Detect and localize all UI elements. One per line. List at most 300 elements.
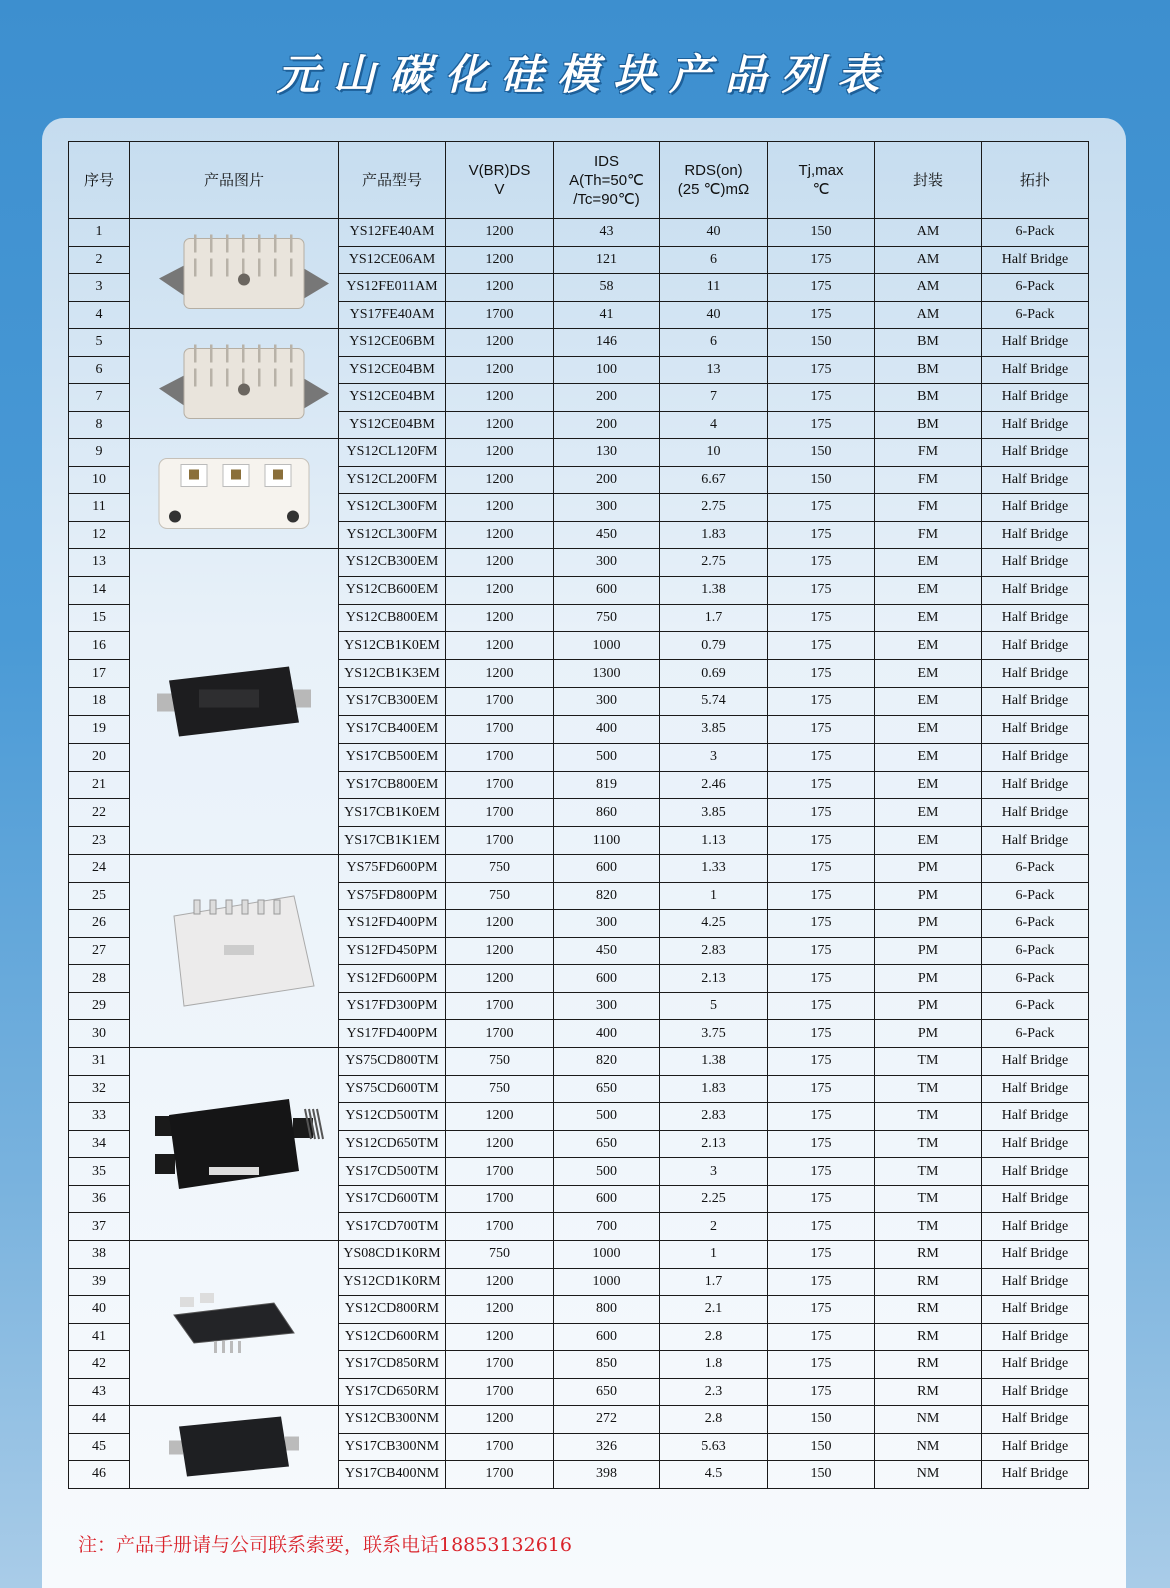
cell-vbrds: 1200 — [446, 965, 554, 993]
cell-ids: 800 — [554, 1296, 660, 1324]
cell-ids: 300 — [554, 549, 660, 577]
header-topology: 拓扑 — [982, 142, 1089, 219]
cell-topology: Half Bridge — [982, 688, 1089, 716]
cell-topology: Half Bridge — [982, 743, 1089, 771]
cell-ids: 300 — [554, 494, 660, 522]
cell-topology: Half Bridge — [982, 439, 1089, 467]
cell-package: NM — [875, 1461, 982, 1489]
cell-tjmax: 150 — [768, 1433, 875, 1461]
cell-vbrds: 1200 — [446, 576, 554, 604]
cell-rdson: 1.33 — [660, 855, 768, 883]
cell-rdson: 2.8 — [660, 1406, 768, 1434]
cell-rdson: 6 — [660, 246, 768, 274]
cell-topology: Half Bridge — [982, 771, 1089, 799]
cell-no: 18 — [69, 688, 130, 716]
cell-no: 33 — [69, 1103, 130, 1131]
cell-topology: Half Bridge — [982, 1075, 1089, 1103]
cell-vbrds: 1200 — [446, 937, 554, 965]
cell-tjmax: 150 — [768, 439, 875, 467]
cell-ids: 400 — [554, 1020, 660, 1048]
cell-no: 34 — [69, 1130, 130, 1158]
cell-ids: 850 — [554, 1351, 660, 1379]
cell-no: 8 — [69, 411, 130, 439]
cell-model: YS12CB800EM — [339, 604, 446, 632]
cell-model: YS17CD700TM — [339, 1213, 446, 1241]
cell-topology: Half Bridge — [982, 715, 1089, 743]
cell-rdson: 2.25 — [660, 1185, 768, 1213]
cell-vbrds: 750 — [446, 855, 554, 883]
table-row — [69, 855, 1089, 883]
table-row — [69, 1241, 1089, 1269]
cell-tjmax: 175 — [768, 1048, 875, 1076]
cell-model: YS75CD600TM — [339, 1075, 446, 1103]
cell-vbrds: 1200 — [446, 329, 554, 357]
am-module-image — [130, 219, 339, 329]
cell-model: YS17CD850RM — [339, 1351, 446, 1379]
cell-package: EM — [875, 660, 982, 688]
cell-vbrds: 1200 — [446, 384, 554, 412]
cell-topology: Half Bridge — [982, 1213, 1089, 1241]
cell-topology: Half Bridge — [982, 799, 1089, 827]
cell-ids: 650 — [554, 1378, 660, 1406]
cell-vbrds: 1200 — [446, 356, 554, 384]
cell-no: 14 — [69, 576, 130, 604]
cell-rdson: 40 — [660, 219, 768, 247]
cell-no: 41 — [69, 1323, 130, 1351]
cell-vbrds: 1200 — [446, 274, 554, 302]
cell-topology: Half Bridge — [982, 1268, 1089, 1296]
cell-rdson: 3.75 — [660, 1020, 768, 1048]
cell-model: YS12CL200FM — [339, 466, 446, 494]
cell-package: AM — [875, 301, 982, 329]
cell-no: 26 — [69, 910, 130, 938]
cell-topology: 6-Pack — [982, 992, 1089, 1020]
cell-tjmax: 175 — [768, 301, 875, 329]
cell-rdson: 5.63 — [660, 1433, 768, 1461]
cell-model: YS12CE04BM — [339, 384, 446, 412]
cell-tjmax: 175 — [768, 882, 875, 910]
cell-model: YS12CL300FM — [339, 521, 446, 549]
cell-model: YS08CD1K0RM — [339, 1241, 446, 1269]
cell-rdson: 6 — [660, 329, 768, 357]
cell-model: YS12CD1K0RM — [339, 1268, 446, 1296]
cell-package: PM — [875, 910, 982, 938]
cell-topology: Half Bridge — [982, 632, 1089, 660]
cell-package: TM — [875, 1103, 982, 1131]
bm-module-image — [130, 329, 339, 439]
cell-no: 20 — [69, 743, 130, 771]
cell-topology: Half Bridge — [982, 1241, 1089, 1269]
cell-model: YS17FD400PM — [339, 1020, 446, 1048]
cell-package: FM — [875, 521, 982, 549]
cell-topology: 6-Pack — [982, 219, 1089, 247]
cell-vbrds: 1700 — [446, 1158, 554, 1186]
cell-model: YS12FD600PM — [339, 965, 446, 993]
cell-topology: Half Bridge — [982, 246, 1089, 274]
cell-rdson: 1.8 — [660, 1351, 768, 1379]
cell-tjmax: 175 — [768, 521, 875, 549]
cell-package: PM — [875, 1020, 982, 1048]
cell-model: YS17CB1K0EM — [339, 799, 446, 827]
cell-model: YS12FE40AM — [339, 219, 446, 247]
cell-topology: Half Bridge — [982, 1048, 1089, 1076]
cell-rdson: 2.3 — [660, 1378, 768, 1406]
cell-tjmax: 150 — [768, 219, 875, 247]
cell-topology: 6-Pack — [982, 855, 1089, 883]
cell-no: 40 — [69, 1296, 130, 1324]
cell-tjmax: 150 — [768, 1461, 875, 1489]
cell-no: 32 — [69, 1075, 130, 1103]
cell-topology: Half Bridge — [982, 549, 1089, 577]
cell-tjmax: 175 — [768, 1351, 875, 1379]
cell-topology: Half Bridge — [982, 1158, 1089, 1186]
cell-model: YS17CB1K1EM — [339, 827, 446, 855]
cell-rdson: 3 — [660, 1158, 768, 1186]
cell-vbrds: 1200 — [446, 1130, 554, 1158]
cell-no: 21 — [69, 771, 130, 799]
rm-module-image — [130, 1241, 339, 1406]
cell-rdson: 1.7 — [660, 1268, 768, 1296]
cell-topology: 6-Pack — [982, 910, 1089, 938]
cell-ids: 450 — [554, 521, 660, 549]
cell-no: 19 — [69, 715, 130, 743]
cell-no: 24 — [69, 855, 130, 883]
cell-no: 16 — [69, 632, 130, 660]
cell-package: PM — [875, 965, 982, 993]
cell-rdson: 2.13 — [660, 1130, 768, 1158]
cell-package: AM — [875, 274, 982, 302]
cell-package: BM — [875, 356, 982, 384]
cell-model: YS17CB400EM — [339, 715, 446, 743]
cell-package: EM — [875, 688, 982, 716]
cell-vbrds: 750 — [446, 882, 554, 910]
header-rdson: RDS(on) (25 ℃)mΩ — [660, 142, 768, 219]
cell-topology: 6-Pack — [982, 937, 1089, 965]
cell-tjmax: 175 — [768, 549, 875, 577]
cell-package: EM — [875, 771, 982, 799]
cell-package: PM — [875, 855, 982, 883]
cell-no: 13 — [69, 549, 130, 577]
cell-ids: 200 — [554, 411, 660, 439]
cell-ids: 1000 — [554, 1268, 660, 1296]
cell-rdson: 2.75 — [660, 549, 768, 577]
cell-no: 37 — [69, 1213, 130, 1241]
header-image: 产品图片 — [130, 142, 339, 219]
cell-model: YS12FE011AM — [339, 274, 446, 302]
cell-package: FM — [875, 439, 982, 467]
cell-no: 45 — [69, 1433, 130, 1461]
cell-topology: Half Bridge — [982, 576, 1089, 604]
cell-no: 44 — [69, 1406, 130, 1434]
cell-package: NM — [875, 1406, 982, 1434]
cell-ids: 600 — [554, 855, 660, 883]
tm-module-image — [130, 1048, 339, 1241]
cell-model: YS75FD800PM — [339, 882, 446, 910]
cell-rdson: 2.83 — [660, 937, 768, 965]
cell-vbrds: 1700 — [446, 1213, 554, 1241]
cell-package: RM — [875, 1268, 982, 1296]
cell-tjmax: 175 — [768, 384, 875, 412]
cell-package: EM — [875, 715, 982, 743]
cell-model: YS17CD500TM — [339, 1158, 446, 1186]
cell-package: RM — [875, 1351, 982, 1379]
cell-package: PM — [875, 937, 982, 965]
cell-package: PM — [875, 992, 982, 1020]
cell-package: EM — [875, 799, 982, 827]
cell-package: TM — [875, 1130, 982, 1158]
cell-no: 42 — [69, 1351, 130, 1379]
cell-vbrds: 1700 — [446, 771, 554, 799]
cell-vbrds: 1200 — [446, 1103, 554, 1131]
cell-package: FM — [875, 494, 982, 522]
cell-vbrds: 1700 — [446, 1433, 554, 1461]
cell-model: YS17CB300EM — [339, 688, 446, 716]
cell-tjmax: 175 — [768, 1103, 875, 1131]
cell-topology: 6-Pack — [982, 274, 1089, 302]
cell-ids: 1000 — [554, 1241, 660, 1269]
header-vbrds: V(BR)DS V — [446, 142, 554, 219]
cell-model: YS75CD800TM — [339, 1048, 446, 1076]
cell-ids: 272 — [554, 1406, 660, 1434]
cell-vbrds: 1200 — [446, 439, 554, 467]
cell-ids: 300 — [554, 992, 660, 1020]
cell-no: 6 — [69, 356, 130, 384]
cell-model: YS12CD500TM — [339, 1103, 446, 1131]
cell-package: TM — [875, 1213, 982, 1241]
cell-tjmax: 175 — [768, 1268, 875, 1296]
cell-tjmax: 175 — [768, 576, 875, 604]
cell-vbrds: 1200 — [446, 632, 554, 660]
cell-vbrds: 1700 — [446, 743, 554, 771]
cell-no: 22 — [69, 799, 130, 827]
nm-module-image — [130, 1406, 339, 1489]
cell-rdson: 0.79 — [660, 632, 768, 660]
cell-ids: 600 — [554, 1323, 660, 1351]
cell-vbrds: 750 — [446, 1241, 554, 1269]
cell-model: YS12FD450PM — [339, 937, 446, 965]
cell-vbrds: 1700 — [446, 1378, 554, 1406]
cell-model: YS17CD650RM — [339, 1378, 446, 1406]
header-no: 序号 — [69, 142, 130, 219]
cell-no: 12 — [69, 521, 130, 549]
cell-rdson: 11 — [660, 274, 768, 302]
cell-tjmax: 175 — [768, 965, 875, 993]
cell-vbrds: 1200 — [446, 246, 554, 274]
cell-tjmax: 175 — [768, 494, 875, 522]
cell-vbrds: 1700 — [446, 301, 554, 329]
cell-no: 28 — [69, 965, 130, 993]
cell-rdson: 1.83 — [660, 521, 768, 549]
cell-ids: 1300 — [554, 660, 660, 688]
cell-tjmax: 150 — [768, 329, 875, 357]
cell-package: TM — [875, 1048, 982, 1076]
cell-no: 4 — [69, 301, 130, 329]
cell-tjmax: 175 — [768, 411, 875, 439]
cell-ids: 121 — [554, 246, 660, 274]
cell-tjmax: 175 — [768, 1213, 875, 1241]
cell-no: 3 — [69, 274, 130, 302]
cell-no: 43 — [69, 1378, 130, 1406]
cell-package: BM — [875, 329, 982, 357]
cell-package: EM — [875, 827, 982, 855]
cell-package: RM — [875, 1241, 982, 1269]
cell-tjmax: 175 — [768, 1020, 875, 1048]
header-tjmax: Tj,max ℃ — [768, 142, 875, 219]
cell-rdson: 2.13 — [660, 965, 768, 993]
cell-ids: 500 — [554, 743, 660, 771]
cell-package: TM — [875, 1075, 982, 1103]
cell-ids: 326 — [554, 1433, 660, 1461]
cell-vbrds: 1200 — [446, 910, 554, 938]
cell-model: YS12CD800RM — [339, 1296, 446, 1324]
cell-no: 25 — [69, 882, 130, 910]
cell-ids: 450 — [554, 937, 660, 965]
cell-model: YS12CL300FM — [339, 494, 446, 522]
cell-vbrds: 1700 — [446, 715, 554, 743]
cell-rdson: 2.75 — [660, 494, 768, 522]
cell-package: BM — [875, 384, 982, 412]
cell-vbrds: 1700 — [446, 1351, 554, 1379]
cell-ids: 700 — [554, 1213, 660, 1241]
cell-vbrds: 1700 — [446, 1020, 554, 1048]
cell-tjmax: 175 — [768, 827, 875, 855]
cell-vbrds: 1200 — [446, 604, 554, 632]
cell-ids: 600 — [554, 1185, 660, 1213]
cell-no: 17 — [69, 660, 130, 688]
cell-model: YS17CB300NM — [339, 1433, 446, 1461]
cell-tjmax: 175 — [768, 715, 875, 743]
cell-ids: 400 — [554, 715, 660, 743]
cell-model: YS12CD650TM — [339, 1130, 446, 1158]
cell-topology: 6-Pack — [982, 882, 1089, 910]
cell-model: YS17CD600TM — [339, 1185, 446, 1213]
cell-tjmax: 150 — [768, 1406, 875, 1434]
cell-ids: 146 — [554, 329, 660, 357]
cell-package: TM — [875, 1158, 982, 1186]
cell-rdson: 1 — [660, 882, 768, 910]
table-body — [69, 219, 1089, 1489]
cell-vbrds: 1200 — [446, 1268, 554, 1296]
cell-package: RM — [875, 1323, 982, 1351]
cell-package: AM — [875, 246, 982, 274]
cell-topology: Half Bridge — [982, 466, 1089, 494]
cell-rdson: 13 — [660, 356, 768, 384]
cell-ids: 100 — [554, 356, 660, 384]
cell-no: 5 — [69, 329, 130, 357]
em-module-image — [130, 549, 339, 855]
header-ids: IDS A(Th=50℃ /Tc=90℃) — [554, 142, 660, 219]
cell-package: RM — [875, 1296, 982, 1324]
cell-model: YS12CB300EM — [339, 549, 446, 577]
cell-ids: 300 — [554, 910, 660, 938]
cell-package: NM — [875, 1433, 982, 1461]
cell-model: YS12CE04BM — [339, 356, 446, 384]
cell-model: YS12CD600RM — [339, 1323, 446, 1351]
cell-rdson: 7 — [660, 384, 768, 412]
cell-vbrds: 1200 — [446, 549, 554, 577]
cell-no: 9 — [69, 439, 130, 467]
cell-ids: 58 — [554, 274, 660, 302]
cell-topology: Half Bridge — [982, 1185, 1089, 1213]
cell-tjmax: 175 — [768, 937, 875, 965]
cell-topology: 6-Pack — [982, 965, 1089, 993]
cell-model: YS17CB800EM — [339, 771, 446, 799]
cell-ids: 500 — [554, 1158, 660, 1186]
cell-model: YS12CB600EM — [339, 576, 446, 604]
cell-tjmax: 175 — [768, 1378, 875, 1406]
cell-vbrds: 1700 — [446, 827, 554, 855]
cell-model: YS12CB1K3EM — [339, 660, 446, 688]
cell-tjmax: 175 — [768, 771, 875, 799]
table-row — [69, 439, 1089, 467]
cell-ids: 650 — [554, 1075, 660, 1103]
table-row — [69, 1048, 1089, 1076]
cell-tjmax: 175 — [768, 274, 875, 302]
table-row — [69, 1406, 1089, 1434]
cell-tjmax: 175 — [768, 1130, 875, 1158]
cell-vbrds: 1200 — [446, 660, 554, 688]
cell-topology: Half Bridge — [982, 384, 1089, 412]
header-package: 封装 — [875, 142, 982, 219]
cell-tjmax: 175 — [768, 799, 875, 827]
cell-tjmax: 150 — [768, 466, 875, 494]
cell-rdson: 2 — [660, 1213, 768, 1241]
cell-rdson: 3.85 — [660, 799, 768, 827]
cell-topology: Half Bridge — [982, 660, 1089, 688]
cell-rdson: 3 — [660, 743, 768, 771]
cell-vbrds: 1700 — [446, 1461, 554, 1489]
cell-tjmax: 175 — [768, 1158, 875, 1186]
cell-vbrds: 1200 — [446, 494, 554, 522]
cell-no: 27 — [69, 937, 130, 965]
cell-tjmax: 175 — [768, 992, 875, 1020]
cell-ids: 819 — [554, 771, 660, 799]
cell-vbrds: 750 — [446, 1048, 554, 1076]
cell-ids: 200 — [554, 384, 660, 412]
cell-tjmax: 175 — [768, 1185, 875, 1213]
cell-topology: 6-Pack — [982, 301, 1089, 329]
cell-no: 38 — [69, 1241, 130, 1269]
cell-vbrds: 1700 — [446, 799, 554, 827]
cell-vbrds: 1200 — [446, 521, 554, 549]
cell-vbrds: 1200 — [446, 219, 554, 247]
cell-vbrds: 1200 — [446, 1323, 554, 1351]
cell-rdson: 2.1 — [660, 1296, 768, 1324]
table-row — [69, 549, 1089, 577]
cell-rdson: 1.38 — [660, 1048, 768, 1076]
cell-topology: Half Bridge — [982, 521, 1089, 549]
cell-rdson: 4.25 — [660, 910, 768, 938]
cell-topology: Half Bridge — [982, 1103, 1089, 1131]
cell-ids: 750 — [554, 604, 660, 632]
cell-ids: 398 — [554, 1461, 660, 1489]
cell-topology: Half Bridge — [982, 1378, 1089, 1406]
cell-no: 7 — [69, 384, 130, 412]
cell-model: YS12FD400PM — [339, 910, 446, 938]
cell-no: 29 — [69, 992, 130, 1020]
cell-model: YS17FD300PM — [339, 992, 446, 1020]
cell-topology: Half Bridge — [982, 494, 1089, 522]
footnote: 注：产品手册请与公司联系索要，联系电话18853132616 — [78, 1534, 572, 1556]
cell-package: EM — [875, 632, 982, 660]
cell-vbrds: 1200 — [446, 466, 554, 494]
cell-rdson: 1.83 — [660, 1075, 768, 1103]
page-title: 元山碳化硅模块产品列表 — [276, 50, 893, 99]
cell-no: 11 — [69, 494, 130, 522]
cell-ids: 860 — [554, 799, 660, 827]
cell-no: 1 — [69, 219, 130, 247]
cell-tjmax: 175 — [768, 1241, 875, 1269]
